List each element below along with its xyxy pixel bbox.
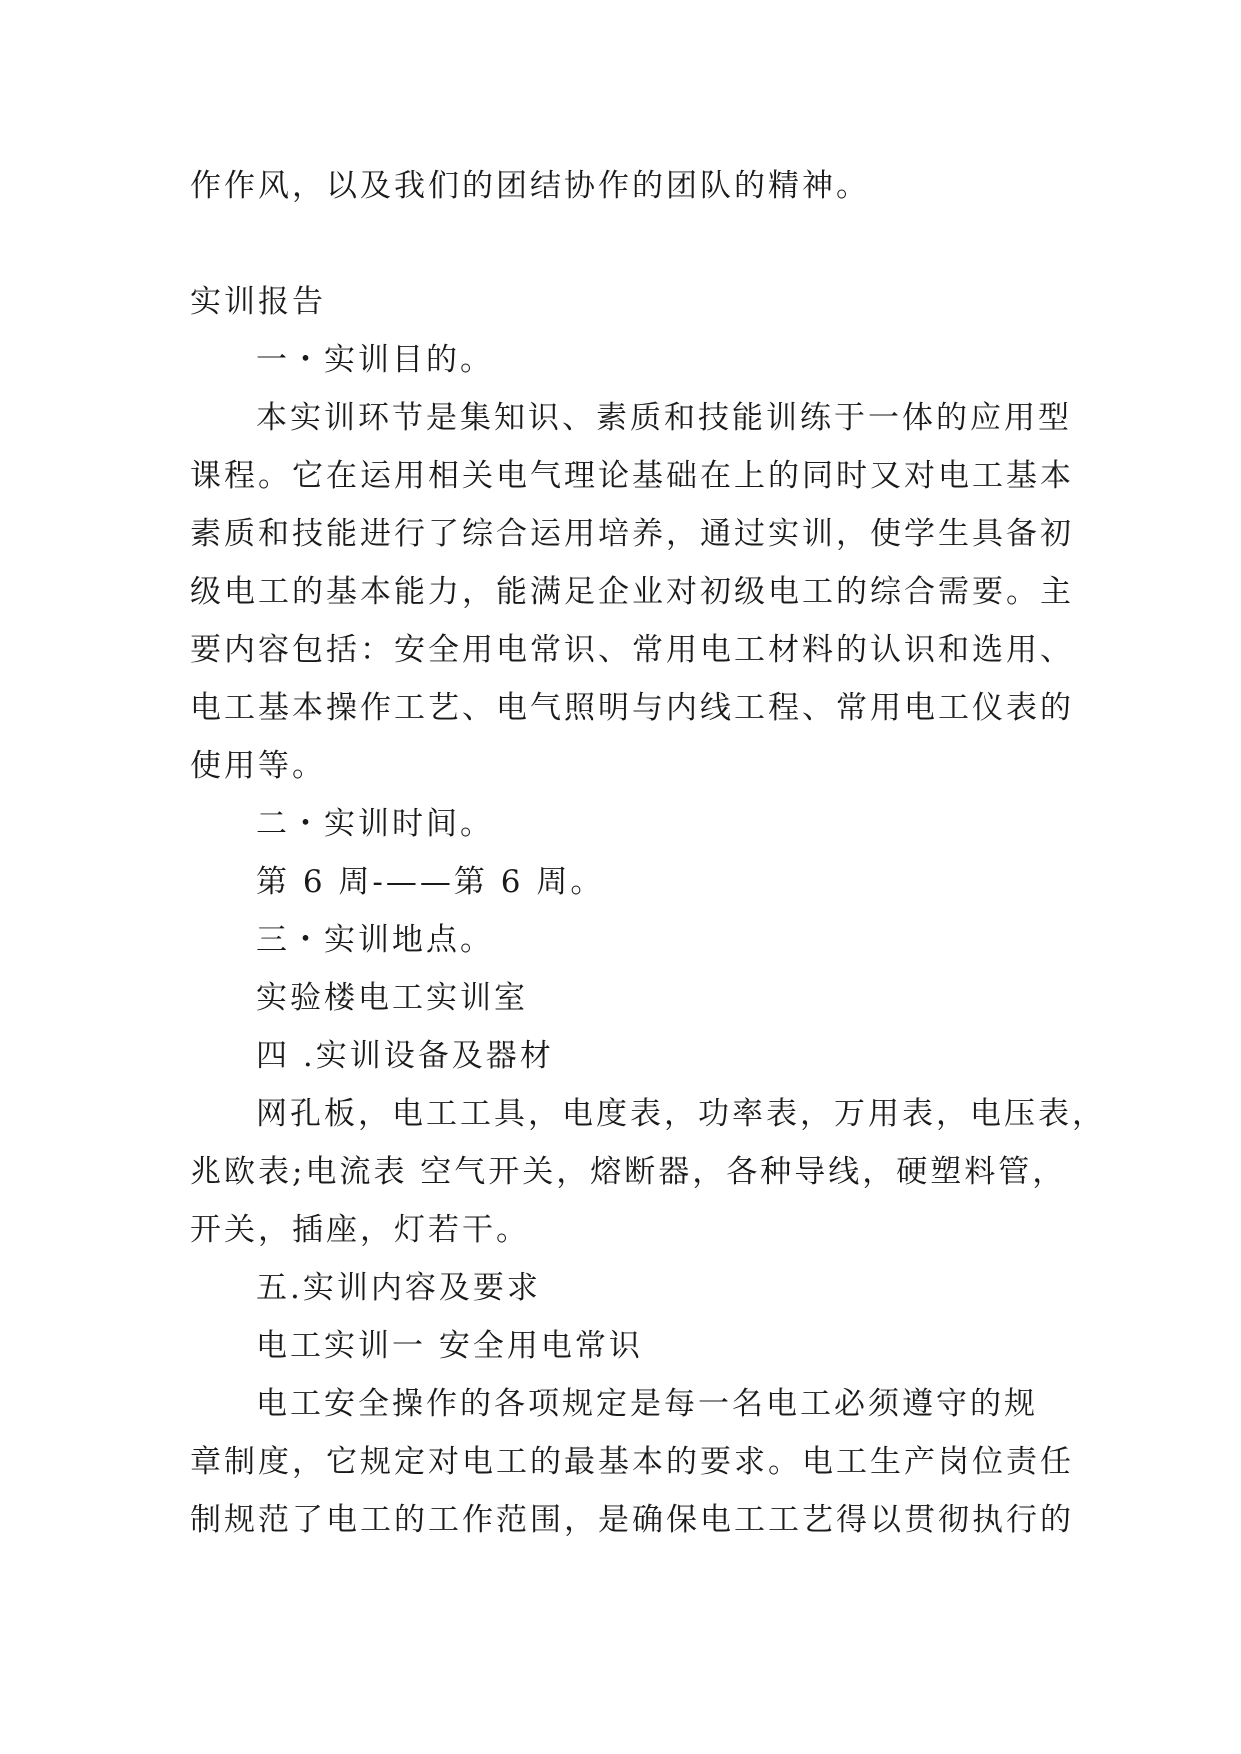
equipment-heading: 四 .实训设备及器材 (256, 1038, 554, 1074)
content-heading: 五.实训内容及要求 (256, 1270, 541, 1306)
place-value: 实验楼电工实训室 (256, 980, 528, 1016)
place-heading: 三・实训地点。 (256, 922, 494, 958)
equipment-line: 兆欧表;电流表 空气开关，熔断器，各种导线，硬塑料管， (190, 1154, 1067, 1190)
continuation-block (190, 157, 1070, 215)
report-body (190, 273, 1106, 1549)
purpose-paragraph-line: 课程。它在运用相关电气理论基础在上的同时又对电工基本 (190, 458, 1074, 494)
equipment-line: 网孔板，电工工具，电度表，功率表，万用表，电压表， (256, 1096, 1106, 1132)
purpose-paragraph-line: 使用等。 (190, 748, 326, 784)
purpose-paragraph-line: 本实训环节是集知识、素质和技能训练于一体的应用型 (256, 400, 1072, 436)
continuation-line: 作作风，以及我们的团结协作的团队的精神。 (190, 168, 870, 204)
purpose-heading: 一・实训目的。 (256, 342, 494, 378)
purpose-paragraph-line: 素质和技能进行了综合运用培养，通过实训，使学生具备初 (190, 516, 1074, 552)
time-heading: 二・实训时间。 (256, 806, 494, 842)
equipment-line: 开关，插座，灯若干。 (190, 1212, 530, 1248)
training1-heading: 电工实训一 安全用电常识 (256, 1328, 643, 1364)
report-title: 实训报告 (190, 284, 326, 320)
purpose-paragraph-line: 电工基本操作工艺、电气照明与内线工程、常用电工仪表的 (190, 690, 1074, 726)
purpose-paragraph-line: 级电工的基本能力，能满足企业对初级电工的综合需要。主 (190, 574, 1074, 610)
training1-paragraph-line: 章制度，它规定对电工的最基本的要求。电工生产岗位责任 (190, 1444, 1074, 1480)
purpose-paragraph-line: 要内容包括：安全用电常识、常用电工材料的认识和选用、 (190, 632, 1074, 668)
training1-paragraph-line: 电工安全操作的各项规定是每一名电工必须遵守的规 (256, 1386, 1038, 1422)
training1-paragraph-line: 制规范了电工的工作范围，是确保电工工艺得以贯彻执行的 (190, 1502, 1074, 1538)
time-value: 第 6 周-——第 6 周。 (256, 864, 605, 900)
